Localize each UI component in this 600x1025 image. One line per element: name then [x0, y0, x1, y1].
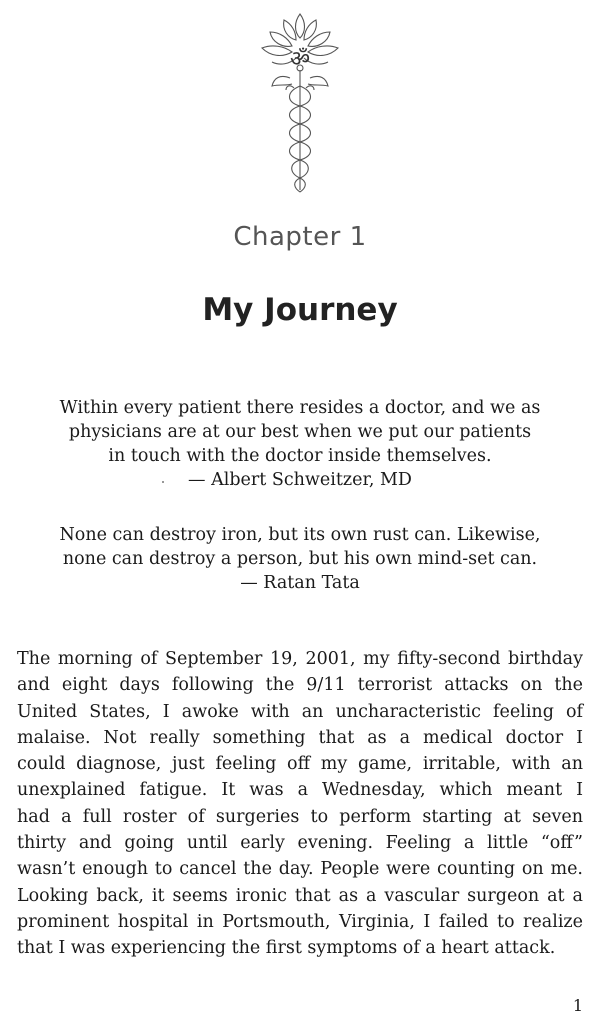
epigraph-line: in touch with the doctor inside themselves. — [108, 446, 492, 466]
print-speck — [162, 481, 164, 483]
body-line: that I was experiencing the first symptoms of a heart attack. — [17, 938, 556, 959]
page-number: 1 — [572, 996, 583, 1015]
body-line: thirty and going until early evening. Feeling a little “off” — [17, 833, 583, 854]
body-line: The morning of September 19, 2001, my fifty-second birthday — [17, 649, 583, 669]
epigraph-attribution: — Albert Schweitzer, MD — [188, 470, 412, 490]
body-line: prominent hospital in Portsmouth, Virginia, I failed to realize — [17, 911, 583, 932]
body-line: United States, I awoke with an uncharacteristic feeling of — [17, 701, 583, 722]
chapter-label: Chapter 1 — [233, 222, 367, 252]
body-line: unexplained fatigue. It was a Wednesday, which meant I — [17, 780, 583, 801]
epigraph-line: none can destroy a person, but his own mind-set can. — [62, 549, 538, 569]
body-line: wasn’t enough to cancel the day. People were counting on me. — [17, 859, 583, 880]
body-line: and eight days following the 9/11 terrorist attacks on the — [17, 675, 583, 696]
epigraph-schweitzer — [0, 396, 600, 492]
epigraph-line: Within every patient there resides a doctor, and we as — [59, 398, 541, 418]
epigraph-line: physicians are at our best when we put our patients — [68, 422, 532, 442]
epigraph-attribution: — Ratan Tata — [240, 573, 360, 593]
svg-text:ॐ: ॐ — [289, 47, 311, 72]
body-line: could diagnose, just feeling off my game, irritable, with an — [17, 754, 583, 775]
body-paragraph — [17, 646, 583, 962]
epigraph-tata — [0, 523, 600, 595]
body-line: malaise. Not really something that as a medical doctor I — [17, 727, 583, 748]
body-line: had a full roster of surgeries to perform starting at seven — [17, 806, 583, 827]
om-caduceus-emblem-icon — [250, 8, 350, 198]
epigraph-line: None can destroy iron, but its own rust can. Likewise, — [59, 525, 541, 545]
body-line: Looking back, it seems ironic that as a vascular surgeon at a — [17, 885, 583, 906]
chapter-title: My Journey — [202, 292, 398, 328]
